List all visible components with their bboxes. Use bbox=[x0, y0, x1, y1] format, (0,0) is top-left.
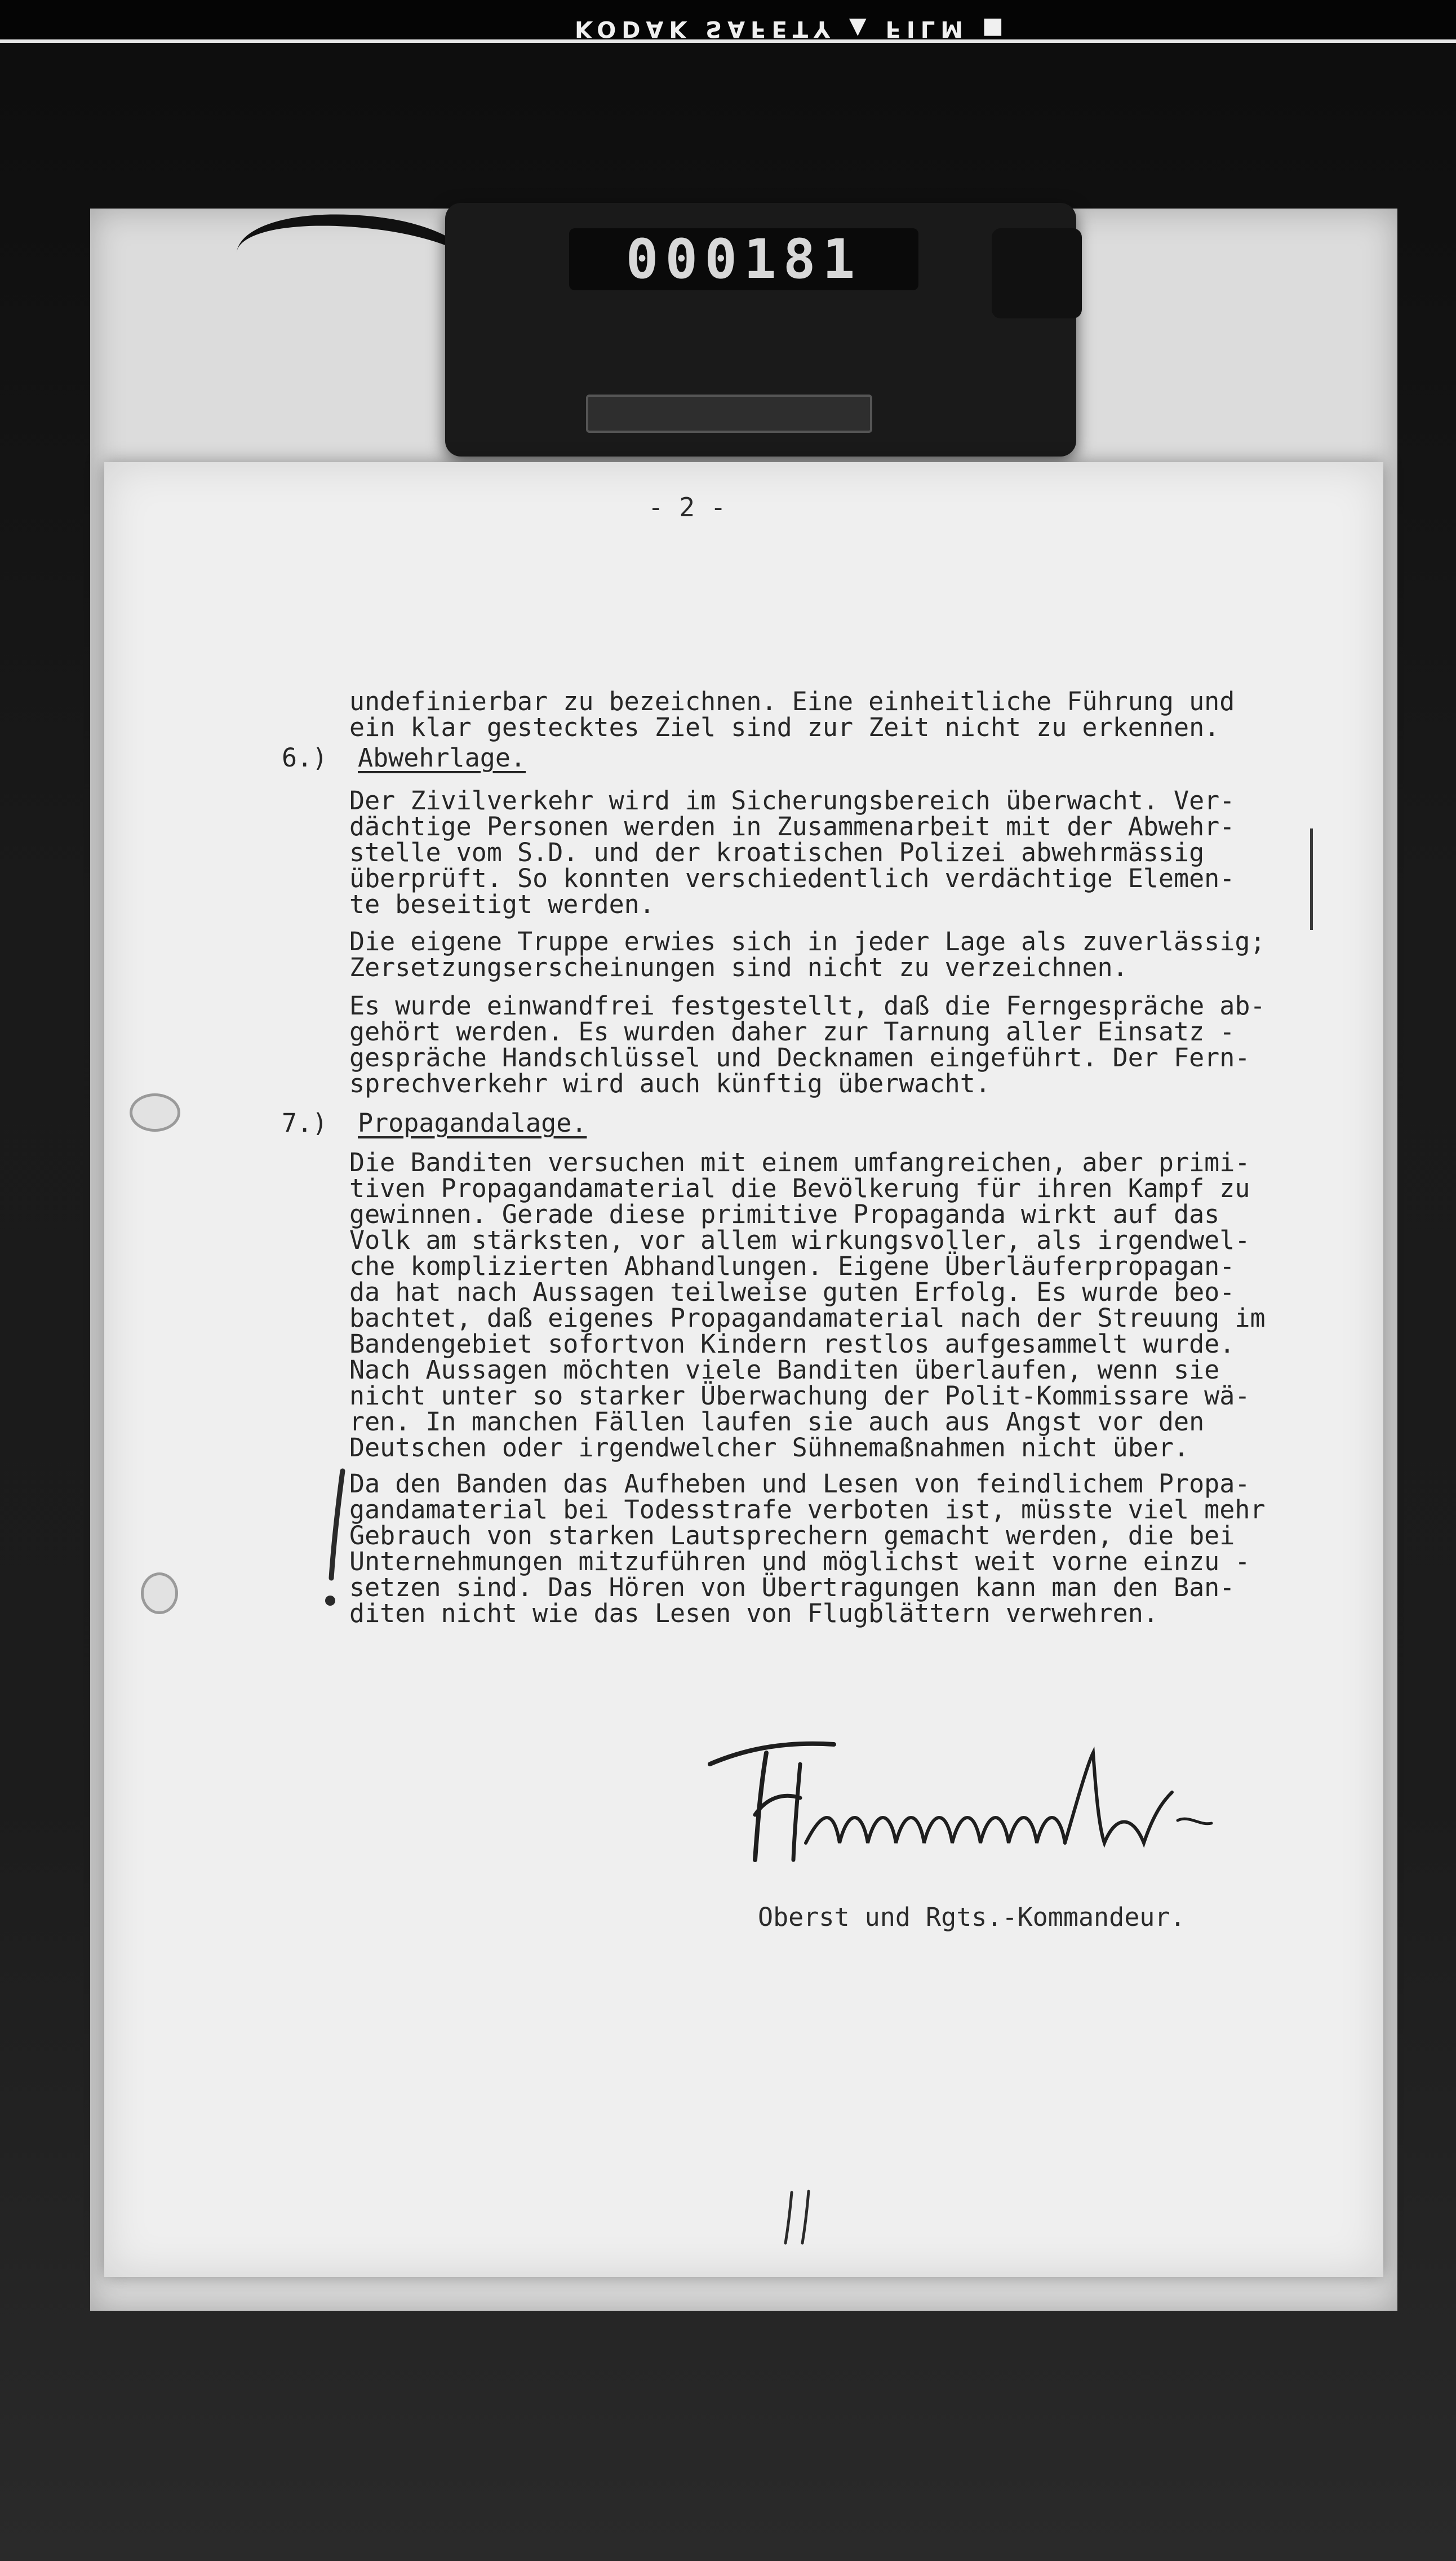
closing-rank: Oberst und Rgts.-Kommandeur. bbox=[758, 1902, 1186, 1932]
text-line: dächtige Personen werden in Zusammenarbeit mit der Abwehr- bbox=[349, 812, 1235, 841]
text-line: undefinierbar zu bezeichnen. Eine einheitliche Führung und bbox=[349, 686, 1235, 716]
text-line: nicht unter so starker Überwachung der Polit-Kommissare wä- bbox=[349, 1381, 1250, 1411]
section-title: Abwehrlage. bbox=[358, 743, 526, 773]
text-line: setzen sind. Das Hören von Übertragungen kann man den Ban- bbox=[349, 1572, 1235, 1602]
paragraph bbox=[349, 993, 1307, 1097]
text-line: ein klar gestecktes Ziel sind zur Zeit nicht zu erkennen. bbox=[349, 712, 1220, 742]
intro-paragraph bbox=[349, 686, 1307, 742]
text-line: gandamaterial bei Todesstrafe verboten ist, müsste viel mehr bbox=[349, 1495, 1266, 1525]
counter-knob bbox=[992, 228, 1082, 318]
text-line: diten nicht wie das Lesen von Flugblättern verwehren. bbox=[349, 1598, 1158, 1628]
text-line: Unternehmungen mitzuführen und möglichst weit vorne einzu - bbox=[349, 1547, 1250, 1576]
punch-hole bbox=[130, 1093, 180, 1132]
text-line: Da den Banden das Aufheben und Lesen von feindlichem Propa- bbox=[349, 1469, 1250, 1499]
text-line: Volk am stärksten, vor allem wirkungsvoller, als irgendwel- bbox=[349, 1225, 1250, 1255]
text-line: bachtet, daß eigenes Propagandamaterial nach der Streuung im bbox=[349, 1303, 1266, 1333]
text-line: gehört werden. Es wurden daher zur Tarnung aller Einsatz - bbox=[349, 1017, 1235, 1047]
text-line: Gebrauch von starken Lautsprechern gemacht werden, die bei bbox=[349, 1521, 1235, 1550]
text-line: stelle vom S.D. und der kroatischen Polizei abwehrmässig bbox=[349, 838, 1205, 867]
margin-exclamation-mark bbox=[321, 1465, 355, 1612]
handwritten-signature bbox=[704, 1730, 1240, 1877]
text-line: sprechverkehr wird auch künftig überwacht. bbox=[349, 1069, 991, 1098]
film-strip-edge bbox=[0, 0, 1456, 43]
counter-window bbox=[569, 228, 918, 290]
text-line: te beseitigt werden. bbox=[349, 889, 655, 919]
margin-line bbox=[1310, 828, 1313, 930]
section-number: 7.) bbox=[282, 1108, 328, 1138]
counter-plate bbox=[586, 395, 872, 433]
page-number: - 2 - bbox=[648, 492, 726, 522]
text-line: tiven Propagandamaterial die Bevölkerung für ihren Kampf zu bbox=[349, 1173, 1250, 1203]
text-line: Die eigene Truppe erwies sich in jeder Lage als zuverlässig; bbox=[349, 927, 1266, 956]
text-line: Die Banditen versuchen mit einem umfangreichen, aber primi- bbox=[349, 1147, 1250, 1177]
text-line: Der Zivilverkehr wird im Sicherungsbereich überwacht. Ver- bbox=[349, 786, 1235, 816]
text-line: gespräche Handschlüssel und Decknamen eingeführt. Der Fern- bbox=[349, 1043, 1250, 1073]
text-line: Nach Aussagen möchten viele Banditen überlaufen, wenn sie bbox=[349, 1355, 1220, 1385]
paragraph bbox=[349, 788, 1307, 918]
section-title: Propagandalage. bbox=[358, 1108, 587, 1138]
text-line: Es wurde einwandfrei festgestellt, daß die Ferngespräche ab- bbox=[349, 991, 1266, 1021]
text-line: Bandengebiet sofortvon Kindern restlos aufgesammelt wurde. bbox=[349, 1329, 1235, 1359]
counter-value: 000181 bbox=[625, 228, 862, 291]
film-edge-text: KODAK SAFETY ▲ FILM ■ bbox=[575, 16, 1009, 42]
paragraph bbox=[349, 1147, 1307, 1463]
text-line: Zersetzungserscheinungen sind nicht zu verzeichnen. bbox=[349, 952, 1128, 982]
section-number: 6.) bbox=[282, 743, 328, 773]
paragraph bbox=[349, 929, 1307, 981]
text-line: Deutschen oder irgendwelcher Sühnemaßnahmen nicht über. bbox=[349, 1433, 1189, 1463]
text-line: überprüft. So konnten verschiedentlich verdächtige Elemen- bbox=[349, 863, 1235, 893]
text-line: ren. In manchen Fällen laufen sie auch aus Angst vor den bbox=[349, 1407, 1205, 1437]
handwritten-mark bbox=[778, 2187, 823, 2249]
text-line: che komplizierten Abhandlungen. Eigene Überläuferpropagan- bbox=[349, 1251, 1235, 1281]
paragraph bbox=[349, 1471, 1307, 1627]
punch-hole bbox=[141, 1572, 178, 1614]
text-line: da hat nach Aussagen teilweise guten Erfolg. Es wurde beo- bbox=[349, 1277, 1235, 1307]
text-line: gewinnen. Gerade diese primitive Propaganda wirkt auf das bbox=[349, 1199, 1220, 1229]
